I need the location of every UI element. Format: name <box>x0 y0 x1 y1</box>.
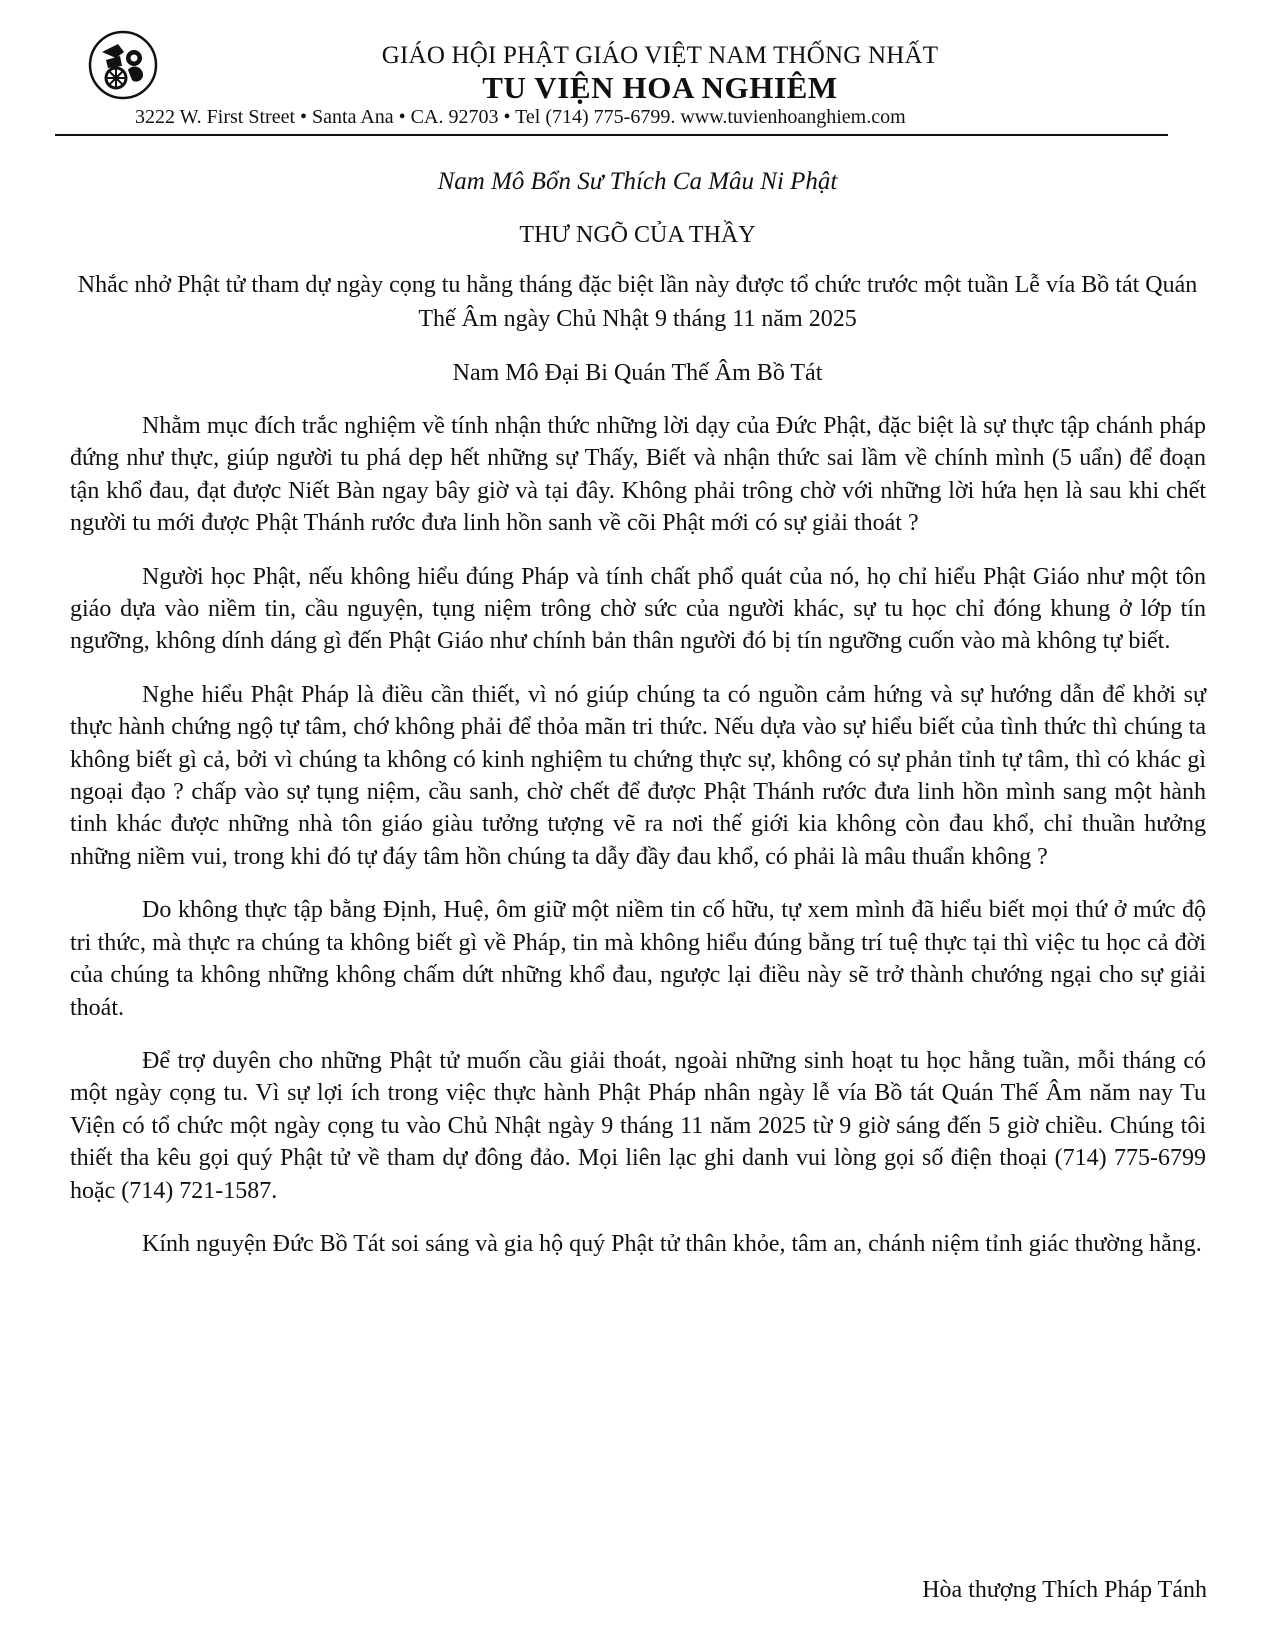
body-paragraph: Nhằm mục đích trắc nghiệm về tính nhận thức những lời dạy của Đức Phật, đặc biệt là sự thực tập chánh pháp đứng như thực, giúp người tu phá dẹp hết những sự Thấy, Biết và nhận thức sai lầm về chính mình (5 uẩn) để đoạn tận khổ đau, đạt được Niết Bàn ngay bây giờ và tại đây. Không phải trông chờ với những lời hứa hẹn là sau khi chết người tu mới được Phật Thánh rước đưa linh hồn sanh về cõi Phật mới có sự giải thoát ? <box>70 413 1206 537</box>
signature: Hòa thượng Thích Pháp Tánh <box>922 1577 1207 1603</box>
body-paragraph: Người học Phật, nếu không hiểu đúng Pháp và tính chất phổ quát của nó, họ chỉ hiểu Phật Giáo như một tôn giáo dựa vào niềm tin, cầu nguyện, tụng niệm trông chờ sức của người khác, sự tu học chỉ đóng khung ở lớp tín ngưỡng, không dính dáng gì đến Phật Giáo như chính bản thân người đó bị tín ngưỡng cuốn vào mà không tự biết. <box>70 563 1206 655</box>
invocation: Nam Mô Bổn Sư Thích Ca Mâu Ni Phật <box>437 168 838 195</box>
organization-name: GIÁO HỘI PHẬT GIÁO VIỆT NAM THỐNG NHẤT <box>381 42 939 69</box>
mantra: Nam Mô Đại Bi Quán Thế Âm Bồ Tát <box>452 360 823 386</box>
body-paragraph: Do không thực tập bằng Định, Huệ, ôm giữ một niềm tin cố hữu, tự xem mình đã hiểu biết mọi thứ ở mức độ tri thức, mà thực ra chúng ta không biết gì về Pháp, tin mà không hiểu đúng bằng trí tuệ thực tại thì việc tu học cả đời của chúng ta không những không chấm dứt những khổ đau, ngược lại điều này sẽ trở thành chướng ngại cho sự giải thoát. <box>70 897 1206 1021</box>
letter-subtitle: Nhắc nhở Phật tử tham dự ngày cọng tu hằng tháng đặc biệt lần này được tổ chức trước một tuần Lễ vía Bồ tát Quán Thế Âm ngày Chủ Nhật 9 tháng 11 năm 2025 <box>77 272 1198 332</box>
letter-title: THƯ NGÕ CỦA THẦY <box>519 222 756 248</box>
contact-address: 3222 W. First Street • Santa Ana • CA. 92703 • Tel (714) 775-6799. www.tuvienhoanghiem.com <box>135 106 906 128</box>
buddhist-dharma-wheel-logo-icon <box>88 30 158 100</box>
temple-name: TU VIỆN HOA NGHIÊM <box>482 70 838 105</box>
letter-body <box>70 410 1206 1281</box>
body-paragraph: Nghe hiểu Phật Pháp là điều cần thiết, vì nó giúp chúng ta có nguồn cảm hứng và sự hướng dẫn để khởi sự thực hành chứng ngộ tự tâm, chớ không phải để thỏa mãn tri thức. Nếu dựa vào sự hiểu biết của tình thức thì chúng ta không biết gì cả, bởi vì chúng ta không có kinh nghiệm tu chứng thực sự, không có sự phản tỉnh tự tâm, thì có khác gì ngoại đạo ? chấp vào sự tụng niệm, cầu sanh, chờ chết để được Phật Thánh rước đưa linh hồn mình sang một hành tinh khác được những nhà tôn giáo giàu tưởng tượng vẽ ra nơi thế giới kia không còn đau khổ, chỉ thuần hưởng những niềm vui, trong khi đó tự đáy tâm hồn chúng ta dẫy đầy đau khổ, có phải là mâu thuẩn không ? <box>70 681 1206 870</box>
body-paragraph: Để trợ duyên cho những Phật tử muốn cầu giải thoát, ngoài những sinh hoạt tu học hằng tuần, mỗi tháng có một ngày cọng tu. Vì sự lợi ích trong việc thực hành Phật Pháp nhân ngày lễ vía Bồ tát Quán Thế Âm năm nay Tu Viện có tổ chức một ngày cọng tu vào Chủ Nhật ngày 9 tháng 11 năm 2025 từ 9 giờ sáng đến 5 giờ chiều. Chúng tôi thiết tha kêu gọi quý Phật tử về tham dự đông đảo. Mọi liên lạc ghi danh vui lòng gọi số điện thoại (714) 775-6799 hoặc (714) 721-1587. <box>70 1047 1206 1204</box>
letterhead-divider <box>55 134 1168 136</box>
body-paragraph: Kính nguyện Đức Bồ Tát soi sáng và gia hộ quý Phật tử thân khỏe, tâm an, chánh niệm tỉnh giác thường hằng. <box>142 1230 1202 1257</box>
